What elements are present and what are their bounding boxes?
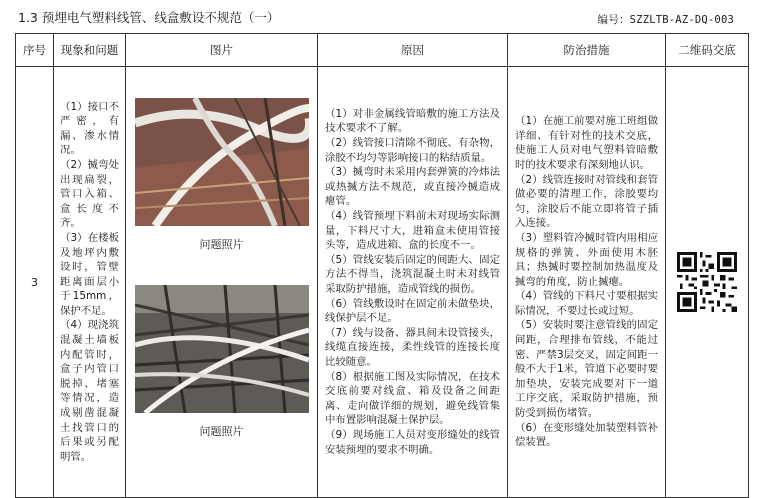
section-title: 1.3 预埋电气塑料线管、线盒敷设不规范（一） [18,10,280,25]
col-phenomenon: 现象和问题 [54,34,126,67]
cause-item: （2）线管接口清除不彻底、有杂物，涂胶不均匀等影响接口的粘结质量。 [325,137,500,164]
qrcode-cell [666,67,749,498]
measure-item: （2）线管连接时对管线和套管做必要的清理工作，涂胶要均匀，涂胶后不能立即将管子插入连接。 [515,173,658,230]
issue-table [15,33,749,498]
conduit-photo-image [135,98,309,226]
seq-cell: 3 [16,67,54,498]
col-measures: 防治措施 [508,34,666,67]
measure-item: （1）在施工前要对施工班组做详细、有针对性的技术交底，使施工人员对电气塑料管暗敷时的技术要求有深刻地认识。 [515,115,658,171]
phenomenon-cell [54,67,126,498]
cause-item: （3）揻弯时未采用内套弹簧的冷炜法或热揻方法不规范，或直接冷揻造成瘪管。 [325,166,500,208]
col-photo: 图片 [126,34,318,67]
photo-cell [126,67,318,498]
cause-item: （6）管线敷设时在固定前未做垫块，线保护层不足。 [325,297,500,325]
qr-code-icon[interactable] [677,252,737,312]
col-cause: 原因 [318,34,508,67]
table-row [16,67,749,498]
cause-item: （9）现场施工人员对变形缝处的线管安装预埋的要求不明确。 [325,428,500,456]
cause-item: （1）对非金属线管暗敷的施工方法及技术要求不了解。 [325,107,500,135]
problem-photo [135,98,309,226]
measure-item: （4）管线的下料尺寸要根据实际情况，不要过长或过短。 [515,290,658,317]
problem-photo [135,285,309,413]
phenomenon-item: （2）揻弯处出现扁裂，管口入箱、盒长度不齐。 [60,158,119,230]
rebar-photo-image [135,285,309,413]
measures-cell [508,67,666,498]
document-code: 编号：SZZLTB-AZ-DQ-003 [597,14,734,26]
col-qrcode: 二维码交底 [666,34,749,67]
phenomenon-item: （4）现浇筑混凝土墙板内配管时，盒子内管口脱掉、堵塞等情况，造成剔凿混凝土找管口的后果或另配明管。 [60,319,119,463]
photo-caption: 问题照片 [199,238,244,251]
cause-item: （7）线与设备、器具间未设管接头，线缆直接连接，柔性线管的连接长度比较随意。 [325,326,500,368]
measure-item: （3）塑料管冷揻时管内用相应规格的弹簧、外面使用木胚具；热揻时要控制加热温度及揻弯的角度，防止揻瘪。 [515,231,658,288]
measure-item: （5）安装时要注意管线的固定间距，合理排布管线，不能过密、严禁3层交叉，固定间距一般不大于1米，管道下必要时要加垫块，安装完成要对下一道工序交底，采取防护措施，预防受到损伤堵管。 [515,319,658,420]
phenomenon-item: （3）在楼板及地坪内敷设时，管壁距离面层小于15mm，保护不足。 [60,231,119,317]
cause-item: （8）根据施工图及实际情况，在技术交底前要对线盒、箱及设备之间距离、走向做详细的规划，避免线管集中布置影响混凝土保护层。 [325,370,500,427]
cause-cell [318,67,508,498]
header-row [16,34,749,67]
col-seq: 序号 [16,34,54,67]
phenomenon-item: （1）接口不严密，有漏、渗水情况。 [60,100,119,157]
cause-item: （5）管线安装后固定的间距大、固定方法不得当，浇筑混凝土时未对线管采取防护措施，造成管线的损伤。 [325,253,500,295]
measure-item: （6）在变形缝处加装塑料管补偿装置。 [515,421,658,449]
photo-caption: 问题照片 [199,425,244,438]
cause-item: （4）线管预埋下料前未对现场实际测量，下料尺寸大，进箱盒未使用管接头等，造成进箱、盒的长度不一。 [325,210,500,252]
